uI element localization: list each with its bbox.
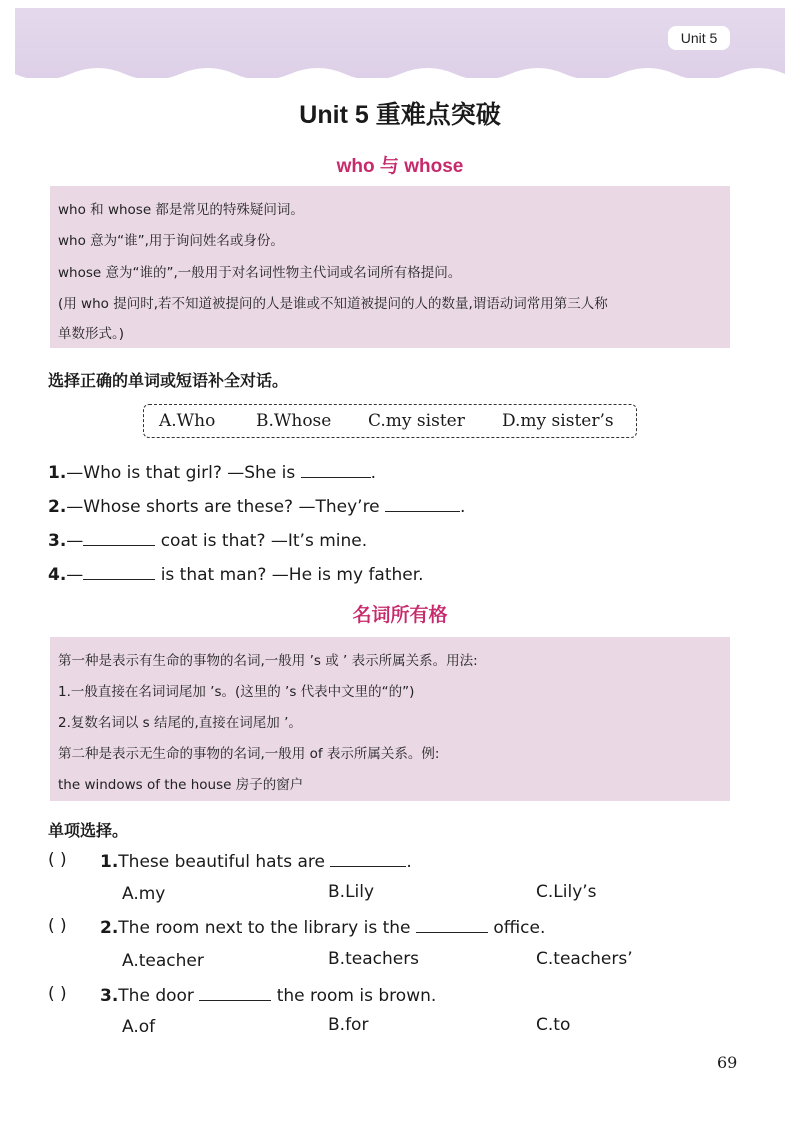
question-text: — [66,565,84,585]
question-text: —Who is that girl? —She is [66,463,301,483]
note-line: 第二种是表示无生命的事物的名词,一般用 of 表示所属关系。例: [58,746,440,762]
question-number: 2. [48,497,67,517]
question-number: 3. [100,986,119,1006]
note-line: (用 who 提问时,若不知道被提问的人是谁或不知道被提问的人的数量,谓语动词常用第三人称 [58,296,608,312]
choice-b[interactable]: B.for [328,1015,369,1035]
question-number: 2. [100,918,119,938]
mc-question-3 [100,984,436,1006]
word-options-box [143,404,637,438]
question-text: These beautiful hats are [118,852,331,872]
mc-question-1 [100,850,412,872]
dialogue-question-1 [48,461,376,483]
dialogue-question-2 [48,495,465,517]
instruction-fill-dialogue: 选择正确的单词或短语补全对话。 [48,371,289,390]
choice-c[interactable]: C.to [536,1015,571,1035]
answer-paren[interactable]: ( ) [48,916,67,936]
note-line: 单数形式。) [58,326,125,342]
note-line: whose 意为“谁的”,一般用于对名词性物主代词或名词所有格提问。 [58,265,462,281]
question-number: 1. [48,463,67,483]
answer-paren[interactable]: ( ) [48,984,67,1004]
section-title-possessive: 名词所有格 [352,605,448,626]
note-box-who-whose [50,186,730,348]
page-number: 69 [717,1053,738,1072]
question-text: is that man? —He is my father. [155,565,424,585]
choice-b[interactable]: B.teachers [328,949,420,969]
choice-a[interactable]: A.of [122,1017,156,1037]
question-text: . [406,852,412,872]
question-text: office. [487,918,546,938]
choice-c[interactable]: C.teachers’ [536,949,633,969]
dialogue-question-3 [48,529,367,551]
question-text: The room next to the library is the [118,918,416,938]
question-text: coat is that? —It’s mine. [155,531,368,551]
note-line: who 和 whose 都是常见的特殊疑问词。 [58,202,304,218]
note-line: the windows of the house 房子的窗户 [58,777,304,793]
option-c: C.my sister [368,411,465,431]
question-text: The door [118,986,200,1006]
note-line: who 意为“谁”,用于询问姓名或身份。 [58,233,284,249]
question-number: 3. [48,531,67,551]
answer-blank[interactable] [83,529,155,546]
question-text: the room is brown. [271,986,437,1006]
option-b: B.Whose [256,411,332,431]
answer-blank[interactable] [385,495,460,512]
question-text: —Whose shorts are these? —They’re [66,497,386,517]
option-d: D.my sister’s [502,411,614,431]
choice-c[interactable]: C.Lily’s [536,882,597,902]
choice-a[interactable]: A.teacher [122,951,204,971]
instruction-multiple-choice: 单项选择。 [48,821,129,840]
section-title-who-whose: who 与 whose [336,156,464,177]
question-number: 1. [100,852,119,872]
question-text: . [370,463,377,483]
question-text: — [66,531,84,551]
option-a: A.Who [159,411,216,431]
answer-paren[interactable]: ( ) [48,850,67,870]
answer-blank [330,850,406,867]
note-line: 2.复数名词以 s 结尾的,直接在词尾加 ’。 [58,715,302,731]
answer-blank [199,984,271,1001]
note-line: 1.一般直接在名词词尾加 ’s。(这里的 ’s 代表中文里的“的”) [58,684,415,700]
mc-question-2 [100,916,545,938]
answer-blank[interactable] [83,563,155,580]
choice-b[interactable]: B.Lily [328,882,375,902]
wave-edge [15,68,785,88]
answer-blank [416,916,488,933]
question-number: 4. [48,565,67,585]
page-title: Unit 5 重难点突破 [299,101,501,129]
dialogue-question-4 [48,563,424,585]
question-text: . [460,497,466,517]
choice-a[interactable]: A.my [122,884,166,904]
answer-blank[interactable] [301,461,371,478]
note-line: 第一种是表示有生命的事物的名词,一般用 ’s 或 ’ 表示所属关系。用法: [58,653,478,669]
note-box-possessive [50,637,730,801]
unit-tag: Unit 5 [668,26,730,50]
